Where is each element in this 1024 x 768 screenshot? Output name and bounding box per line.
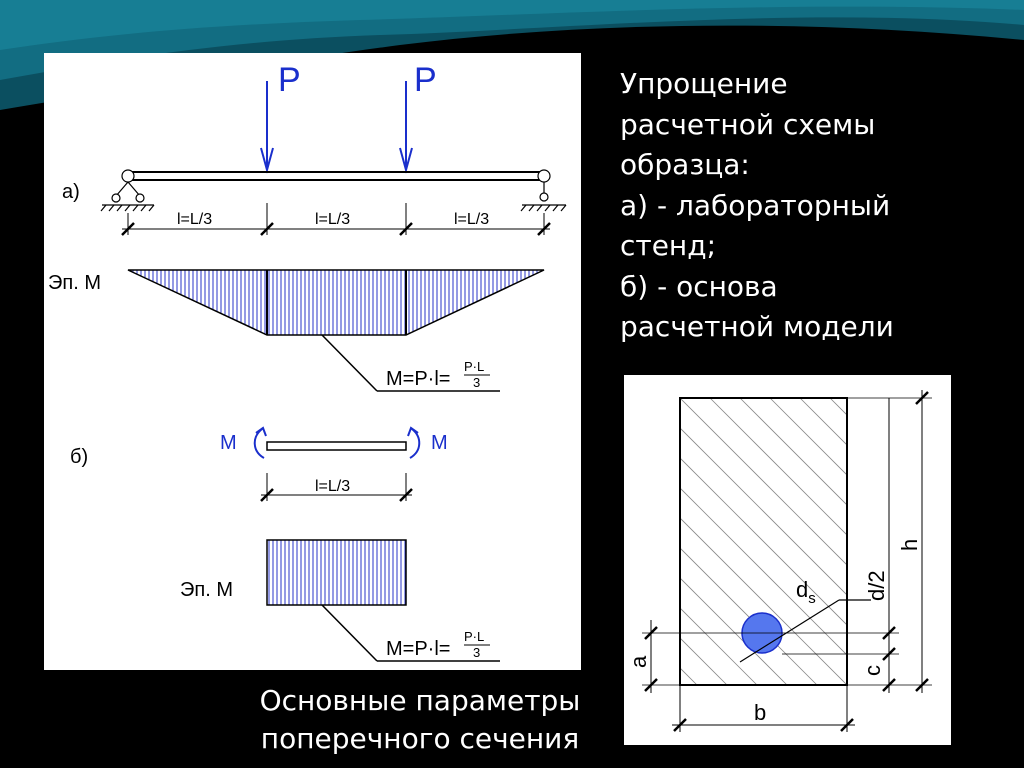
- moment-label-left-b: M: [220, 432, 237, 454]
- description-line: расчетной схемы: [620, 107, 876, 141]
- force-arrow-left: [261, 81, 273, 170]
- bottom-caption: [230, 682, 610, 758]
- description-text: [620, 64, 1020, 348]
- force-label-right: P: [414, 61, 437, 99]
- moment-diagram-label-a: Эп. М: [48, 272, 101, 294]
- beam: [128, 172, 544, 180]
- description-line: стенд;: [620, 229, 717, 262]
- description-line: расчетной модели: [620, 310, 894, 343]
- moment-formula-a: M=P·l=: [386, 368, 451, 390]
- moment-label-right-b: M: [431, 432, 448, 454]
- span-label-2: l=L/3: [315, 211, 351, 228]
- force-arrow-right: [400, 81, 412, 170]
- moment-fraction-den-b: 3: [473, 645, 481, 660]
- caption-line: поперечного сечения: [260, 722, 580, 755]
- moment-fraction-num-b: P·L: [464, 629, 485, 644]
- span-label-b: l=L/3: [315, 478, 351, 495]
- rebar-label: $d_s$: [796, 577, 816, 607]
- moment-fraction-num-a: P·L: [464, 359, 485, 374]
- half-depth-label: d/2: [864, 570, 889, 601]
- description-line: а) - лабораторный: [620, 188, 891, 222]
- beam-diagrams-svg: [44, 53, 581, 670]
- span-label-1: l=L/3: [177, 211, 213, 228]
- diagram-b-label: б): [70, 446, 89, 468]
- moment-diagram-a: [128, 270, 544, 335]
- beam-diagrams-panel: [44, 53, 581, 670]
- moment-diagram-b: [267, 540, 406, 605]
- height-label: h: [897, 538, 922, 551]
- description-line: б) - основа: [620, 269, 778, 303]
- moment-arrow-left-b: [255, 429, 264, 458]
- beam-segment-b: [267, 442, 406, 450]
- dimension-d-half: [883, 398, 895, 641]
- roller-support-right: [521, 170, 566, 211]
- pinned-support-left: [101, 170, 154, 211]
- description-line: Упрощение: [620, 67, 788, 100]
- cross-section-panel: [624, 375, 951, 745]
- moment-fraction-den-a: 3: [473, 375, 481, 390]
- span-label-3: l=L/3: [454, 211, 490, 228]
- width-label: b: [754, 700, 767, 725]
- caption-line: Основные параметры: [259, 684, 581, 717]
- diagram-a-label: а): [62, 181, 80, 203]
- moment-arrow-right-b: [410, 429, 419, 458]
- axis-distance-label: a: [626, 655, 651, 668]
- moment-diagram-label-b: Эп. М: [180, 579, 233, 601]
- cross-section-svg: [624, 375, 951, 745]
- force-label-left: P: [278, 61, 301, 99]
- moment-formula-b: M=P·l=: [386, 638, 451, 660]
- cover-label: c: [860, 665, 885, 676]
- description-line: образца:: [620, 148, 750, 181]
